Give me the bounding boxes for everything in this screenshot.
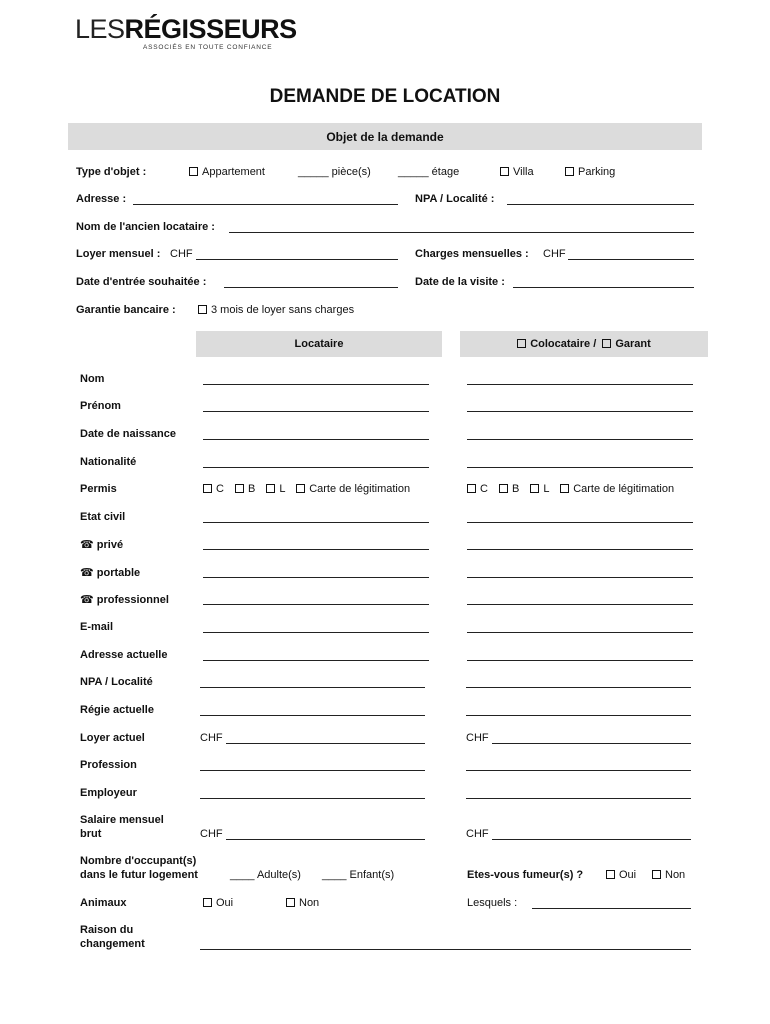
enfants-blank: ____ xyxy=(322,869,347,881)
parking-label: Parking xyxy=(578,166,616,178)
raison-label-2: changement xyxy=(80,938,145,950)
locataire-profession-field[interactable] xyxy=(200,770,425,771)
villa-label: Villa xyxy=(513,166,534,178)
loyer-chf: CHF xyxy=(170,248,193,260)
colocataire-salaire-chf: CHF xyxy=(466,828,489,840)
fumeur-oui-label: Oui xyxy=(619,869,637,881)
checkbox-icon xyxy=(565,167,574,176)
checkbox-animaux-non[interactable] xyxy=(286,897,319,909)
label-npa: NPA / Localité xyxy=(80,676,153,688)
adresse-label: Adresse : xyxy=(76,193,127,205)
label-prenom: Prénom xyxy=(80,400,121,412)
locataire-loyer-field[interactable] xyxy=(226,743,425,744)
tel-pro-text: professionnel xyxy=(96,594,169,606)
type-label: Type d'objet : xyxy=(76,166,147,178)
etage-field[interactable] xyxy=(398,166,459,178)
colocataire-tel-pro-field[interactable] xyxy=(467,604,693,605)
lesquels-field[interactable] xyxy=(532,908,691,909)
loyer-mensuel-field[interactable] xyxy=(196,259,398,260)
locataire-naissance-field[interactable] xyxy=(203,439,429,440)
colocataire-etat-civil-field[interactable] xyxy=(467,522,693,523)
locataire-employeur-field[interactable] xyxy=(200,798,425,799)
label-employeur: Employeur xyxy=(80,787,137,799)
colocataire-adresse-field[interactable] xyxy=(467,660,693,661)
label-nom: Nom xyxy=(80,373,105,385)
label-tel-portable xyxy=(80,566,140,579)
label-email: E-mail xyxy=(80,621,114,633)
locataire-nationalite-field[interactable] xyxy=(203,467,429,468)
checkbox-icon xyxy=(467,484,476,493)
locataire-salaire-field[interactable] xyxy=(226,839,425,840)
adultes-label: Adulte(s) xyxy=(256,869,301,881)
label-salaire-1: Salaire mensuel xyxy=(80,814,164,826)
checkbox-parking[interactable] xyxy=(565,166,615,178)
checkbox-icon xyxy=(235,484,244,493)
colocataire-nom-field[interactable] xyxy=(467,384,693,385)
locataire-regie-field[interactable] xyxy=(200,715,425,716)
animaux-non-label: Non xyxy=(299,897,320,909)
locataire-loyer-chf: CHF xyxy=(200,732,223,744)
locataire-permis-c[interactable] xyxy=(203,483,224,495)
tel-prive-text: privé xyxy=(96,539,124,551)
locataire-nom-field[interactable] xyxy=(203,384,429,385)
label-loyer-actuel: Loyer actuel xyxy=(80,732,145,744)
loyer-mensuel-label: Loyer mensuel : xyxy=(76,248,161,260)
logo-regisseurs: RÉGISSEURS xyxy=(124,14,297,44)
permis-carte-label: Carte de légitimation xyxy=(309,483,411,495)
colocataire-permis-options xyxy=(467,483,674,495)
colocataire-naissance-field[interactable] xyxy=(467,439,693,440)
animaux-oui-label: Oui xyxy=(216,897,234,909)
npa-field[interactable] xyxy=(507,204,694,205)
label-adresse-actuelle: Adresse actuelle xyxy=(80,649,168,661)
checkbox-icon xyxy=(296,484,305,493)
charges-label: Charges mensuelles : xyxy=(415,248,529,260)
label-tel-pro xyxy=(80,593,169,606)
colocataire-permis-c[interactable] xyxy=(467,483,488,495)
enfants-label: Enfant(s) xyxy=(349,869,395,881)
permis-l-label: L xyxy=(543,483,550,495)
checkbox-fumeur-non[interactable] xyxy=(652,869,685,881)
label-nationalite: Nationalité xyxy=(80,456,137,468)
etage-label: étage xyxy=(431,166,460,178)
colocataire-permis-b[interactable] xyxy=(499,483,519,495)
label-tel-prive xyxy=(80,538,123,551)
locataire-permis-carte[interactable] xyxy=(296,483,410,495)
label-regie: Régie actuelle xyxy=(80,704,154,716)
checkbox-animaux-oui[interactable] xyxy=(203,897,233,909)
colocataire-permis-l[interactable] xyxy=(530,483,549,495)
label-profession: Profession xyxy=(80,759,137,771)
checkbox-icon xyxy=(500,167,509,176)
checkbox-icon xyxy=(560,484,569,493)
date-visite-field[interactable] xyxy=(513,287,694,288)
colocataire-prenom-field[interactable] xyxy=(467,411,693,412)
date-entree-field[interactable] xyxy=(224,287,398,288)
adultes-blank: ____ xyxy=(230,869,255,881)
colocataire-label: Colocataire xyxy=(530,338,591,350)
raison-field[interactable] xyxy=(200,949,691,950)
label-naissance: Date de naissance xyxy=(80,428,176,440)
permis-c-label: C xyxy=(216,483,224,495)
permis-l-label: L xyxy=(279,483,286,495)
checkbox-fumeur-oui[interactable] xyxy=(606,869,636,881)
raison-label-1: Raison du xyxy=(80,924,134,936)
label-etat-civil: Etat civil xyxy=(80,511,126,523)
section-objet-title: Objet de la demande xyxy=(326,130,444,144)
garantie-option-label: 3 mois de loyer sans charges xyxy=(211,304,355,316)
phone-icon: ☎ xyxy=(80,539,94,551)
colocataire-nationalite-field[interactable] xyxy=(467,467,693,468)
permis-b-label: B xyxy=(248,483,256,495)
locataire-permis-options xyxy=(203,483,410,495)
locataire-tel-pro-field[interactable] xyxy=(203,604,429,605)
locataire-permis-l[interactable] xyxy=(266,483,285,495)
charges-field[interactable] xyxy=(568,259,694,260)
label-permis: Permis xyxy=(80,483,117,495)
permis-b-label: B xyxy=(512,483,520,495)
permis-carte-label: Carte de légitimation xyxy=(573,483,675,495)
garant-label: Garant xyxy=(615,338,651,350)
appartement-label: Appartement xyxy=(202,166,265,178)
locataire-npa-field[interactable] xyxy=(200,687,425,688)
column-locataire-title: Locataire xyxy=(294,338,344,350)
colocataire-employeur-field[interactable] xyxy=(466,798,691,799)
checkbox-villa[interactable] xyxy=(500,166,534,178)
fumeur-non-label: Non xyxy=(665,869,686,881)
checkbox-icon xyxy=(286,898,295,907)
phone-icon: ☎ xyxy=(80,594,94,606)
checkbox-garantie[interactable] xyxy=(198,304,354,316)
checkbox-icon xyxy=(203,898,212,907)
checkbox-garant[interactable] xyxy=(602,339,611,348)
etage-blank: _____ xyxy=(398,166,429,178)
colocataire-loyer-field[interactable] xyxy=(492,743,691,744)
logo xyxy=(75,14,297,45)
locataire-permis-b[interactable] xyxy=(235,483,255,495)
adultes-field[interactable] xyxy=(230,869,301,881)
pieces-blank: _____ xyxy=(298,166,329,178)
checkbox-appartement[interactable] xyxy=(189,166,265,178)
locataire-tel-prive-field[interactable] xyxy=(203,549,429,550)
colocataire-regie-field[interactable] xyxy=(466,715,691,716)
phone-icon: ☎ xyxy=(80,567,94,579)
checkbox-icon xyxy=(189,167,198,176)
adresse-field[interactable] xyxy=(133,204,398,205)
ancien-locataire-label: Nom de l'ancien locataire : xyxy=(76,221,215,233)
logo-tagline: ASSOCIÉS EN TOUTE CONFIANCE xyxy=(143,44,273,51)
fumeur-label: Etes-vous fumeur(s) ? xyxy=(467,869,584,881)
colocataire-permis-carte[interactable] xyxy=(560,483,674,495)
locataire-tel-portable-field[interactable] xyxy=(203,577,429,578)
npa-label: NPA / Localité : xyxy=(415,193,495,205)
column-slash: / xyxy=(593,338,597,350)
colocataire-loyer-chf: CHF xyxy=(466,732,489,744)
lesquels-label: Lesquels : xyxy=(467,897,518,909)
occupants-label-2: dans le futur logement xyxy=(80,869,198,881)
colocataire-npa-field[interactable] xyxy=(466,687,691,688)
checkbox-icon xyxy=(198,305,207,314)
checkbox-icon xyxy=(266,484,275,493)
locataire-salaire-chf: CHF xyxy=(200,828,223,840)
column-colocataire-title xyxy=(460,338,708,350)
page-title: DEMANDE DE LOCATION xyxy=(269,86,501,107)
garantie-label: Garantie bancaire : xyxy=(76,304,176,316)
date-entree-label: Date d'entrée souhaitée : xyxy=(76,276,207,288)
tel-portable-text: portable xyxy=(96,567,141,579)
logo-les: LES xyxy=(75,14,125,44)
locataire-adresse-field[interactable] xyxy=(203,660,429,661)
date-visite-label: Date de la visite : xyxy=(415,276,505,288)
checkbox-icon xyxy=(499,484,508,493)
locataire-etat-civil-field[interactable] xyxy=(203,522,429,523)
checkbox-icon xyxy=(530,484,539,493)
checkbox-colocataire[interactable] xyxy=(517,339,526,348)
checkbox-icon xyxy=(652,870,661,879)
pieces-field[interactable] xyxy=(298,166,371,178)
occupants-label-1: Nombre d'occupant(s) xyxy=(80,855,197,867)
checkbox-icon xyxy=(606,870,615,879)
pieces-label: pièce(s) xyxy=(331,166,371,178)
charges-chf: CHF xyxy=(543,248,566,260)
colocataire-tel-prive-field[interactable] xyxy=(467,549,693,550)
locataire-prenom-field[interactable] xyxy=(203,411,429,412)
ancien-locataire-field[interactable] xyxy=(229,232,694,233)
locataire-email-field[interactable] xyxy=(203,632,429,633)
permis-c-label: C xyxy=(480,483,488,495)
colocataire-salaire-field[interactable] xyxy=(492,839,691,840)
enfants-field[interactable] xyxy=(322,869,394,881)
label-salaire-2: brut xyxy=(80,828,102,840)
colocataire-tel-portable-field[interactable] xyxy=(467,577,693,578)
colocataire-email-field[interactable] xyxy=(467,632,693,633)
colocataire-profession-field[interactable] xyxy=(466,770,691,771)
checkbox-icon xyxy=(203,484,212,493)
animaux-label: Animaux xyxy=(80,897,127,909)
